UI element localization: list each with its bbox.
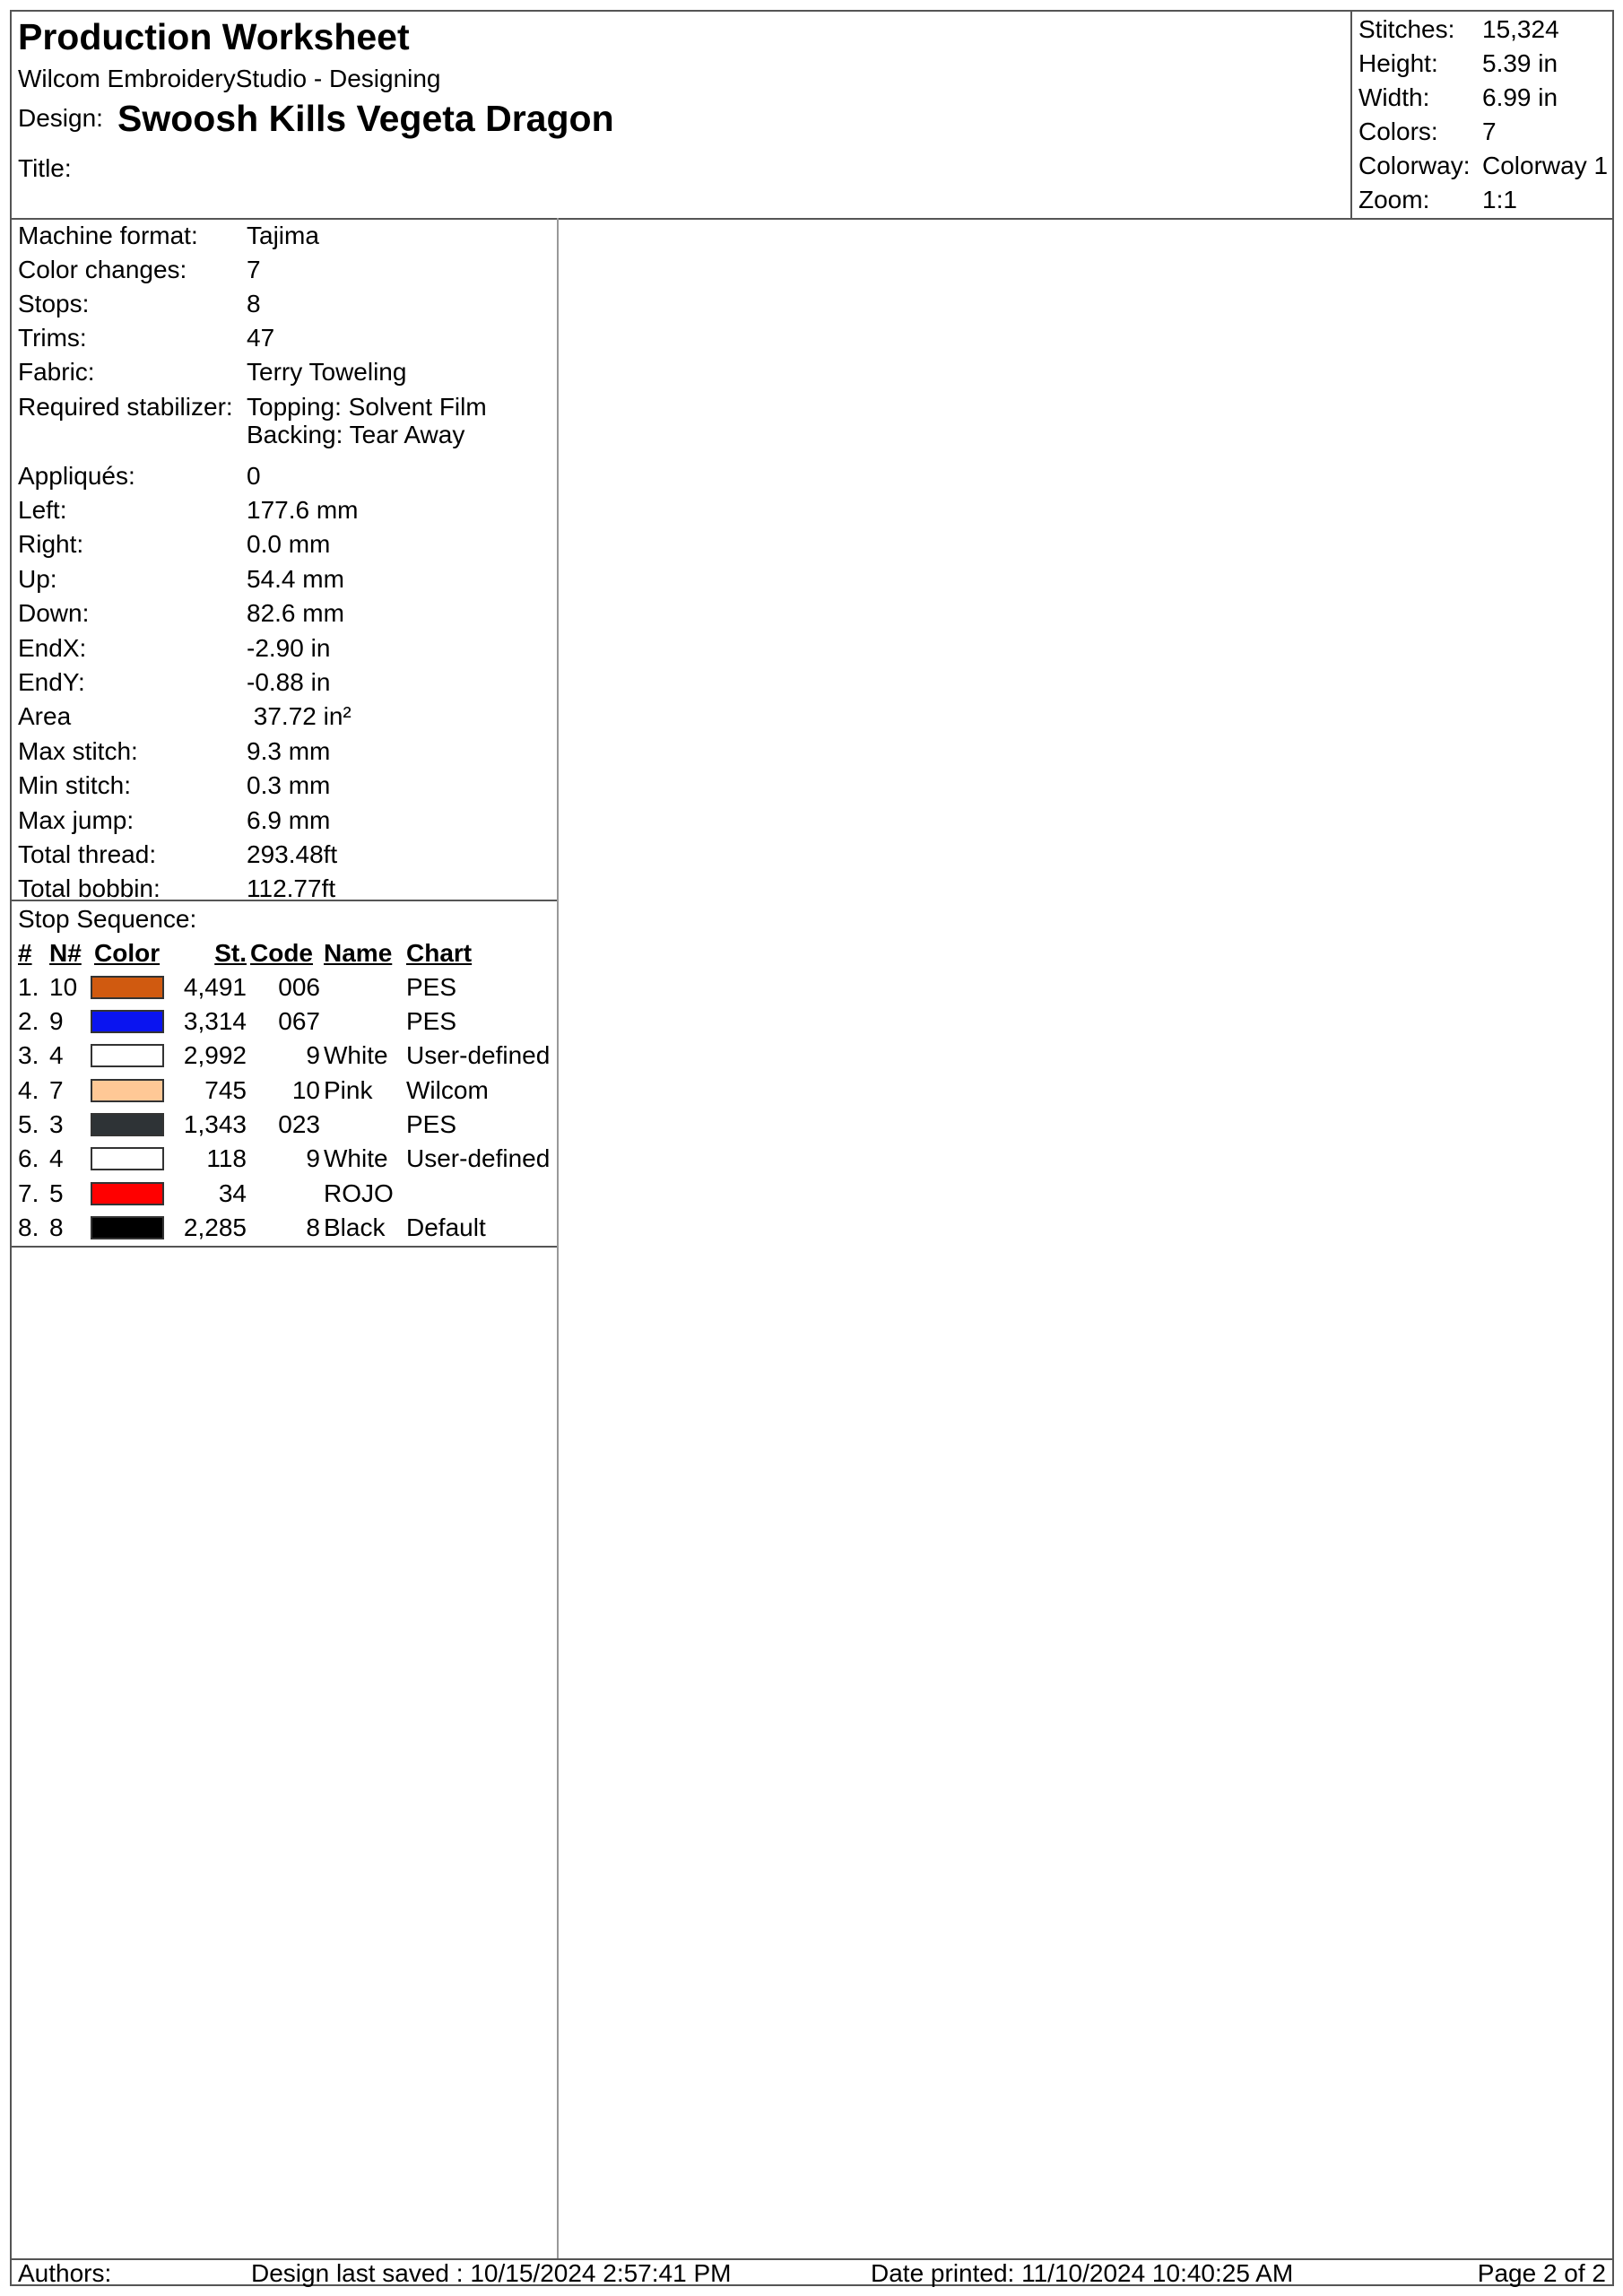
property-label: Max jump: [18,806,135,834]
stitch-count: 2,285 [183,1213,247,1241]
property-value: 9.3 mm [247,737,331,765]
stat-value: 15,324 [1482,15,1559,43]
thread-chart: Wilcom [406,1076,489,1104]
needle-number: 4 [49,1041,64,1069]
thread-name: Pink [324,1076,373,1104]
color-swatch [91,1044,164,1067]
needle-number: 7 [49,1076,64,1104]
color-swatch [91,1216,164,1239]
color-swatch [91,1010,164,1033]
property-value: 82.6 mm [247,599,344,627]
worksheet-header [12,12,1612,220]
property-label: Min stitch: [18,771,132,799]
thread-code: 9 [306,1041,320,1069]
property-value: 0.0 mm [247,530,331,558]
thread-name: ROJO [324,1179,394,1207]
needle-number: 3 [49,1110,64,1138]
property-value: 7 [247,256,261,283]
column-header: N# [49,939,82,967]
design-name: Swoosh Kills Vegeta Dragon [117,98,614,139]
property-value: 0 [247,462,261,490]
property-value: 6.9 mm [247,806,331,834]
title-label: Title: [18,154,72,182]
date-printed: Date printed: 11/10/2024 10:40:25 AM [871,2259,1294,2287]
authors-label: Authors: [18,2259,112,2287]
page-title: Production Worksheet [18,16,410,57]
stitch-count: 118 [206,1144,247,1172]
worksheet-footer [12,2258,1612,2288]
thread-chart: Default [406,1213,486,1241]
stat-value: 5.39 in [1482,49,1558,77]
stat-value: Colorway 1 [1482,152,1609,179]
property-label: Fabric: [18,358,95,386]
stop-number: 2. [18,1007,39,1035]
software-name: Wilcom EmbroideryStudio - Designing [18,65,441,92]
property-value: Backing: Tear Away [247,421,465,448]
property-label: Left: [18,496,67,524]
property-label: Trims: [18,324,87,352]
color-swatch [91,1182,164,1205]
stitch-count: 1,343 [183,1110,247,1138]
color-swatch [91,1113,164,1136]
stop-number: 3. [18,1041,39,1069]
thread-name: Black [324,1213,386,1241]
thread-chart: User-defined [406,1144,551,1172]
property-label: Stops: [18,290,90,317]
thread-chart: PES [406,1007,457,1035]
thread-code: 8 [306,1213,320,1241]
stat-label: Height: [1358,49,1438,77]
thread-code: 067 [278,1007,320,1035]
color-swatch [91,1147,164,1170]
property-value: 8 [247,290,261,317]
column-header: Code [250,939,313,967]
thread-code: 006 [278,973,320,1001]
last-saved: Design last saved : 10/15/2024 2:57:41 PM [251,2259,732,2287]
stitch-count: 34 [218,1179,247,1207]
property-value: 0.3 mm [247,771,331,799]
stop-number: 1. [18,973,39,1001]
property-label: Required stabilizer: [18,393,233,421]
property-label: Down: [18,599,90,627]
property-label: Machine format: [18,222,198,249]
design-label: Design: [18,104,103,132]
property-label: Area [18,702,72,730]
stop-sequence-title: Stop Sequence: [18,905,197,933]
stitch-count: 4,491 [183,973,247,1001]
color-swatch [91,976,164,999]
stat-label: Width: [1358,83,1430,111]
property-value: 293.48ft [247,840,338,868]
column-header: St. [214,939,247,967]
property-value: -0.88 in [247,668,331,696]
needle-number: 10 [49,973,78,1001]
left-panel [12,218,559,2258]
thread-code: 9 [306,1144,320,1172]
property-value: 37.72 in² [247,702,352,730]
thread-chart: PES [406,973,457,1001]
needle-number: 8 [49,1213,64,1241]
property-value: 54.4 mm [247,565,344,593]
property-label: Total bobbin: [18,874,161,902]
thread-name: White [324,1144,388,1172]
property-label: EndX: [18,634,87,662]
stop-number: 5. [18,1110,39,1138]
page-number: Page 2 of 2 [1477,2259,1606,2287]
stat-label: Colorway: [1358,152,1471,179]
property-value: 112.77ft [247,874,336,902]
thread-chart: User-defined [406,1041,551,1069]
stat-value: 7 [1482,117,1497,145]
column-header: # [18,939,32,967]
stat-label: Stitches: [1358,15,1455,43]
property-label: EndY: [18,668,85,696]
stop-number: 7. [18,1179,39,1207]
thread-name: White [324,1041,388,1069]
property-value: 47 [247,324,275,352]
stitch-count: 745 [204,1076,247,1104]
stop-number: 8. [18,1213,39,1241]
property-label: Appliqués: [18,462,135,490]
column-header: Color [94,939,161,967]
property-value: Topping: Solvent Film [247,393,487,421]
thread-code: 10 [291,1076,320,1104]
property-label: Total thread: [18,840,157,868]
property-label: Up: [18,565,57,593]
design-properties [12,218,557,901]
stop-number: 4. [18,1076,39,1104]
column-header: Name [324,939,393,967]
property-label: Right: [18,530,84,558]
stat-value: 6.99 in [1482,83,1558,111]
needle-number: 9 [49,1007,64,1035]
color-swatch [91,1079,164,1102]
property-value: -2.90 in [247,634,331,662]
stats-panel [1350,12,1614,218]
needle-number: 4 [49,1144,64,1172]
stat-label: Colors: [1358,117,1438,145]
stitch-count: 2,992 [183,1041,247,1069]
thread-chart: PES [406,1110,457,1138]
thread-code: 023 [278,1110,320,1138]
property-label: Color changes: [18,256,187,283]
property-value: Tajima [247,222,319,249]
column-header: Chart [406,939,473,967]
stat-value: 1:1 [1482,186,1517,213]
needle-number: 5 [49,1179,64,1207]
property-value: 177.6 mm [247,496,359,524]
stop-number: 6. [18,1144,39,1172]
stitch-count: 3,314 [183,1007,247,1035]
property-value: Terry Toweling [247,358,407,386]
stop-sequence [12,901,557,1248]
property-label: Max stitch: [18,737,138,765]
stat-label: Zoom: [1358,186,1430,213]
worksheet-page [10,10,1614,2286]
